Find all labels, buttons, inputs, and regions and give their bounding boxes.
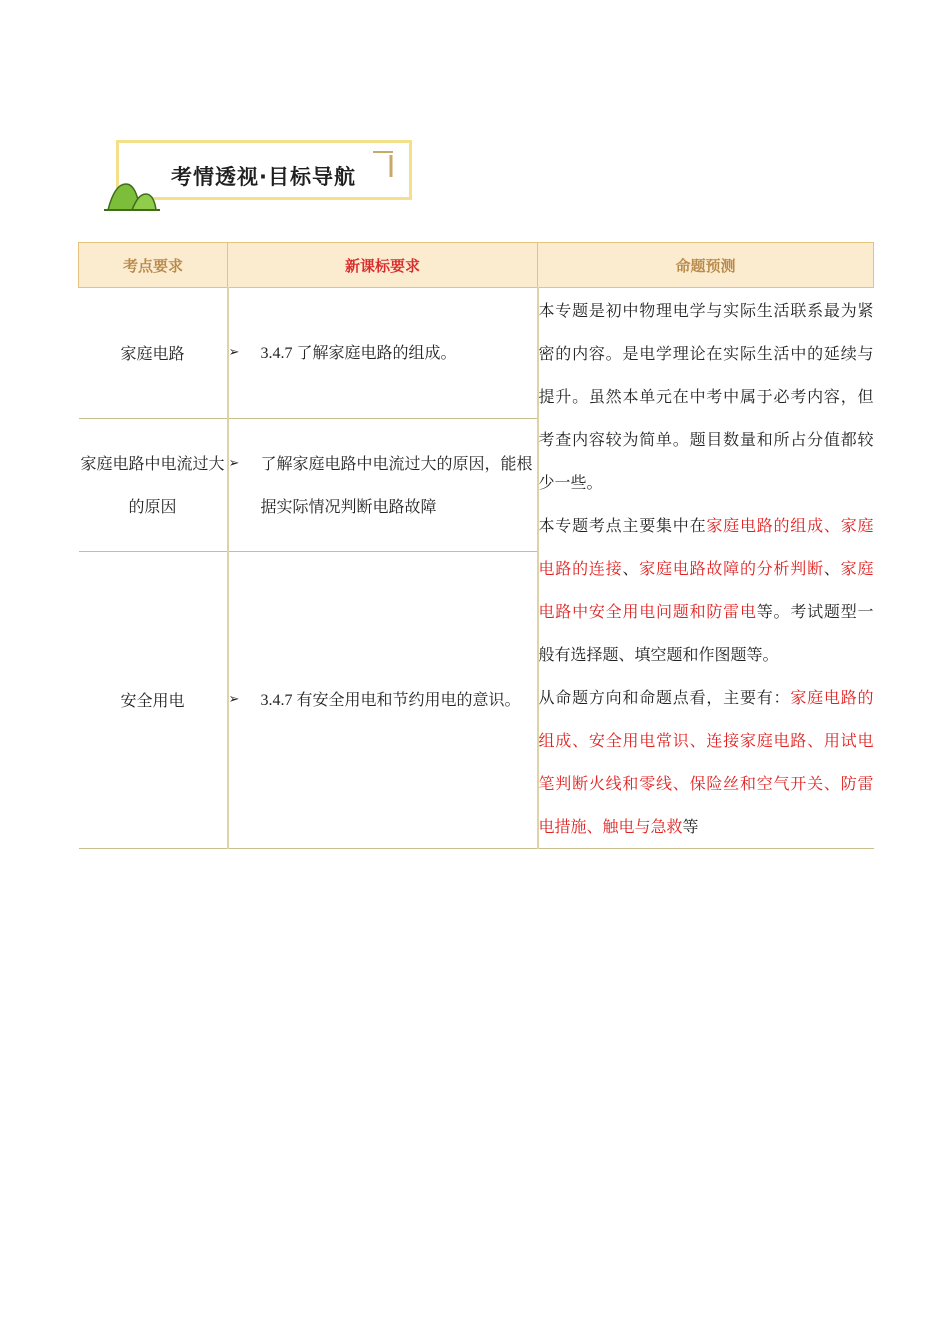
- highlight-term: 连接家庭电路: [706, 730, 808, 750]
- p3-prefix: 从命题方向和命题点看，主要有：: [538, 687, 791, 707]
- standard-code: 3.4.7: [260, 345, 293, 362]
- prediction-para-1: 本专题是初中物理电学与实际生活联系最为紧密的内容。是电学理论在实际生活中的延续与提升。虽然本单元在中考中属于必考内容，但考查内容较为简单。题目数量和所占分值都较少一些。: [538, 300, 874, 492]
- highlight-term: 家庭电路中安全用电问题和防雷电: [538, 558, 874, 621]
- topic-cell: 安全用电: [79, 552, 228, 849]
- separator: 、: [823, 515, 841, 535]
- topic-cell: 家庭电路: [79, 288, 228, 419]
- col-header-standard: 新课标要求: [228, 243, 538, 288]
- badge-frame: [116, 140, 412, 200]
- highlight-term: 触电与急救: [602, 816, 683, 836]
- prediction-cell: [538, 288, 874, 849]
- col-header-prediction: 命题预测: [538, 243, 874, 288]
- p3-suffix: 等: [682, 816, 699, 836]
- standard-code: 3.4.7: [260, 692, 293, 709]
- topic-cell: 家庭电路中电流过大的原因: [79, 419, 228, 552]
- requirement-cell: [228, 288, 538, 419]
- p2-prefix: 本专题考点主要集中在: [538, 515, 707, 535]
- arrowhead-bullet-icon: ➢: [228, 345, 240, 360]
- arrowhead-bullet-icon: ➢: [228, 692, 240, 707]
- requirement-cell: [228, 552, 538, 849]
- requirements-table: [78, 242, 874, 849]
- prediction-para-2: [539, 504, 874, 676]
- separator: 、: [672, 773, 690, 793]
- page-title: 考情透视·目标导航: [171, 165, 356, 189]
- highlight-term: 家庭电路故障的分析判断: [639, 558, 824, 578]
- highlight-term: 家庭电路的组成: [706, 515, 824, 535]
- requirement-text: [261, 331, 457, 375]
- separator: 、: [572, 730, 589, 750]
- table-header-row: [79, 243, 874, 288]
- p2-suffix: 等。考试题型一般有选择题、填空题和作图题等。: [538, 601, 874, 664]
- separator: 、: [622, 558, 640, 578]
- highlight-term: 用试电笔判断火线和零线: [538, 730, 874, 793]
- arrowhead-bullet-icon: ➢: [228, 456, 240, 471]
- section-badge: [104, 140, 424, 212]
- requirement-text: [261, 678, 521, 722]
- prediction-para-3: [539, 676, 874, 848]
- green-hills-icon: [104, 168, 160, 212]
- highlight-term: 家庭电路的连接: [538, 515, 874, 578]
- requirement-cell: [228, 419, 538, 552]
- separator: 、: [689, 730, 707, 750]
- col-header-topic: 考点要求: [79, 243, 228, 288]
- separator: 、: [586, 816, 603, 836]
- requirement-desc: 有安全用电和节约用电的意识。: [296, 690, 521, 709]
- highlight-term: 保险丝和空气开关: [689, 773, 824, 793]
- separator: 、: [823, 558, 841, 578]
- highlight-term: 家庭电路的组成: [538, 687, 874, 750]
- table-row: [79, 288, 874, 419]
- separator: 、: [823, 773, 841, 793]
- requirement-desc: 了解家庭电路的组成。: [296, 343, 457, 362]
- separator: 、: [807, 730, 824, 750]
- corner-mark-icon: [373, 149, 395, 179]
- highlight-term: 防雷电措施: [538, 773, 874, 836]
- highlight-term: 安全用电常识: [588, 730, 690, 750]
- requirement-text: 了解家庭电路中电流过大的原因，能根据实际情况判断电路故障: [260, 454, 533, 516]
